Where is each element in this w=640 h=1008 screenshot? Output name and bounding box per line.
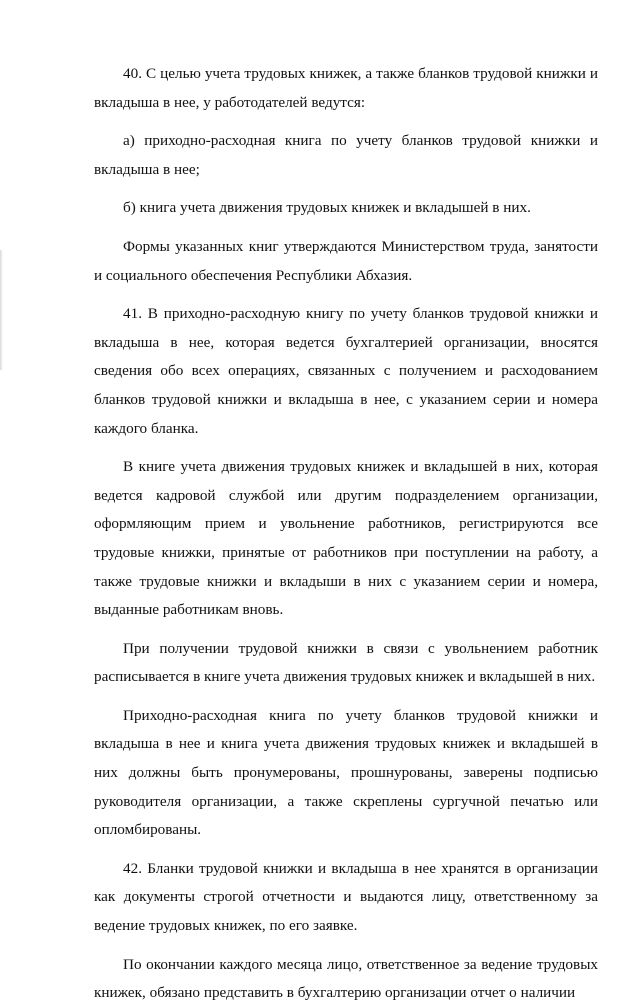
paragraph-item-b: б) книга учета движения трудовых книжек и вкладышей в них. [123,199,531,217]
document-body [94,60,598,1008]
paragraph-books-sealing: Приходно-расходная книга по учету бланков трудовой книжки и вкладыша в нее и книга учета движения трудовых книжек и вкладышей в них должны быть пронумерованы, прошнурованы, заверены подписью руководителя организации, а также скреплены сургучной печатью или опломбированы. [94,706,598,839]
paragraph-41: 41. В приходно-расходную книгу по учету бланков трудовой книжки и вкладыша в нее, которая ведется бухгалтерией организации, вносятся сведения обо всех операциях, связанных с получением и расходованием бланков трудовой книжки и вкладыша в нее, с указанием серии и номера каждого бланка. [94,305,598,437]
paragraph-monthly-report: По окончании каждого месяца лицо, ответственное за ведение трудовых книжек, обязано представить в бухгалтерию организации отчет о наличии [94,955,598,1002]
scan-shadow [0,250,3,370]
paragraph-40: 40. С целью учета трудовых книжек, а также бланков трудовой книжки и вкладыша в нее, у работодателей ведутся: [94,65,598,111]
paragraph-42: 42. Бланки трудовой книжки и вкладыша в нее хранятся в организации как документы строгой отчетности и выдаются лицу, ответственному за ведение трудовых книжек, по его заявке. [94,859,598,935]
paragraph-forms: Формы указанных книг утверждаются Министерством труда, занятости и социального обеспечения Республики Абхазия. [94,237,598,284]
paragraph-item-a: а) приходно-расходная книга по учету бланков трудовой книжки и вкладыша в нее; [94,132,598,178]
paragraph-registry: В книге учета движения трудовых книжек и вкладышей в них, которая ведется кадровой службой или другим подразделением организации, оформляющим прием и увольнение работников, регистрируются все трудовые книжки, принятые от работников при поступлении на работу, а также трудовые книжки и вкладыши в них с указанием серии и номера, выданные работникам вновь. [94,458,598,619]
paragraph-signature: При получении трудовой книжки в связи с увольнением работник расписывается в книге учета движения трудовых книжек и вкладышей в них. [94,639,598,686]
